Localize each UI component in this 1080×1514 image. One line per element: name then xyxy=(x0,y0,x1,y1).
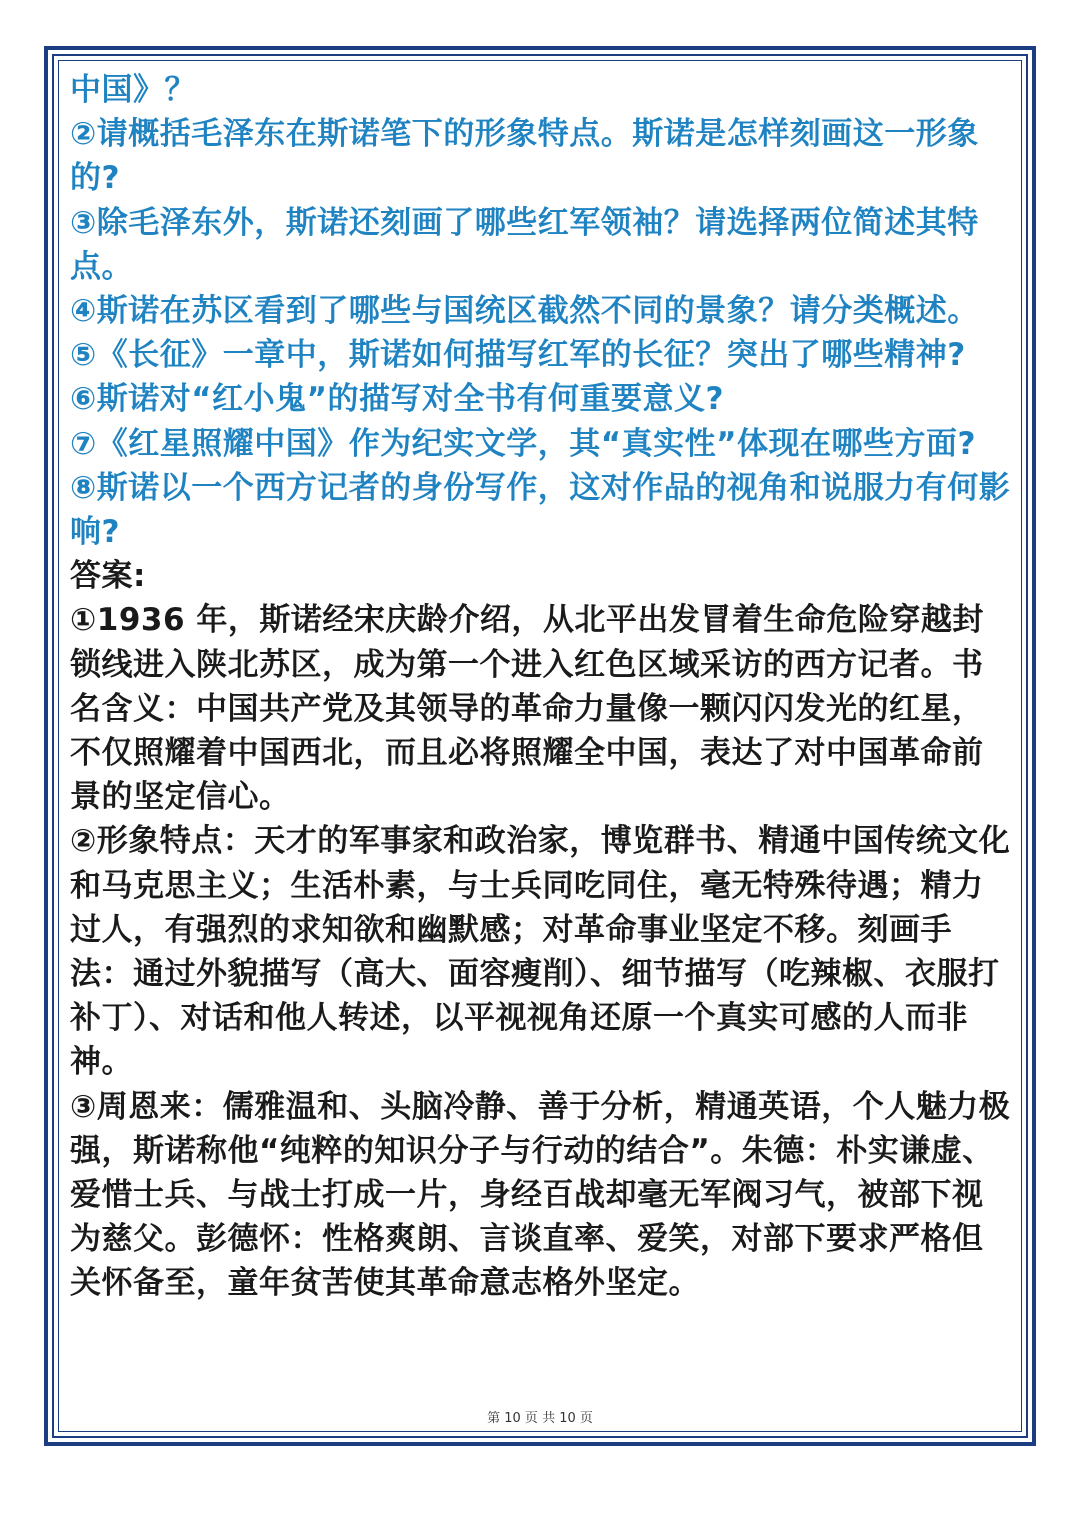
answer-1: ①1936 年，斯诺经宋庆龄介绍，从北平出发冒着生命危险穿越封锁线进入陕北苏区，成为第一个进入红色区域采访的西方记者。书名含义：中国共产党及其领导的革命力量像一颗闪闪发光的红星，不仅照耀着中国西北，而且必将照耀全中国，表达了对中国革命前景的坚定信心。 xyxy=(70,602,984,816)
question-2: ②请概括毛泽东在斯诺笔下的形象特点。斯诺是怎样刻画这一形象的? xyxy=(70,116,979,197)
question-7: ⑦《红星照耀中国》作为纪实文学，其“真实性”体现在哪些方面? xyxy=(70,425,976,462)
question-1-continuation: 中国》？ xyxy=(70,72,196,108)
answer-heading: 答案: xyxy=(70,558,146,595)
document-body xyxy=(70,68,1014,1306)
question-4: ④斯诺在苏区看到了哪些与国统区截然不同的景象？请分类概述。 xyxy=(70,293,979,330)
question-5: ⑤《长征》一章中，斯诺如何描写红军的长征？突出了哪些精神? xyxy=(70,337,966,374)
page-number-footer: 第 10 页 共 10 页 xyxy=(487,1411,593,1426)
question-8: ⑧斯诺以一个西方记者的身份写作，这对作品的视角和说服力有何影响? xyxy=(70,469,1011,551)
question-3: ③除毛泽东外，斯诺还刻画了哪些红军领袖？请选择两位简述其特点。 xyxy=(70,204,979,285)
question-6: ⑥斯诺对“红小鬼”的描写对全书有何重要意义? xyxy=(70,381,724,418)
answer-2: ②形象特点：天才的军事家和政治家，博览群书、精通中国传统文化和马克思主义；生活朴素，与士兵同吃同住，毫无特殊待遇；精力过人，有强烈的求知欲和幽默感；对革命事业坚定不移。刻画手法：通过外貌描写（高大、面容瘦削）、细节描写（吃辣椒、衣服打补丁）、对话和他人转述，以平视视角还原一个真实可感的人而非神。 xyxy=(70,823,1011,1081)
answer-3: ③周恩来：儒雅温和、头脑冷静、善于分析，精通英语，个人魅力极强，斯诺称他“纯粹的知识分子与行动的结合”。朱德：朴实谦虚、爱惜士兵、与战士打成一片，身经百战却毫无军阀习气，被部下视为慈父。彭德怀：性格爽朗、言谈直率、爱笑，对部下要求严格但关怀备至，童年贫苦使其革命意志格外坚定。 xyxy=(70,1088,1011,1302)
